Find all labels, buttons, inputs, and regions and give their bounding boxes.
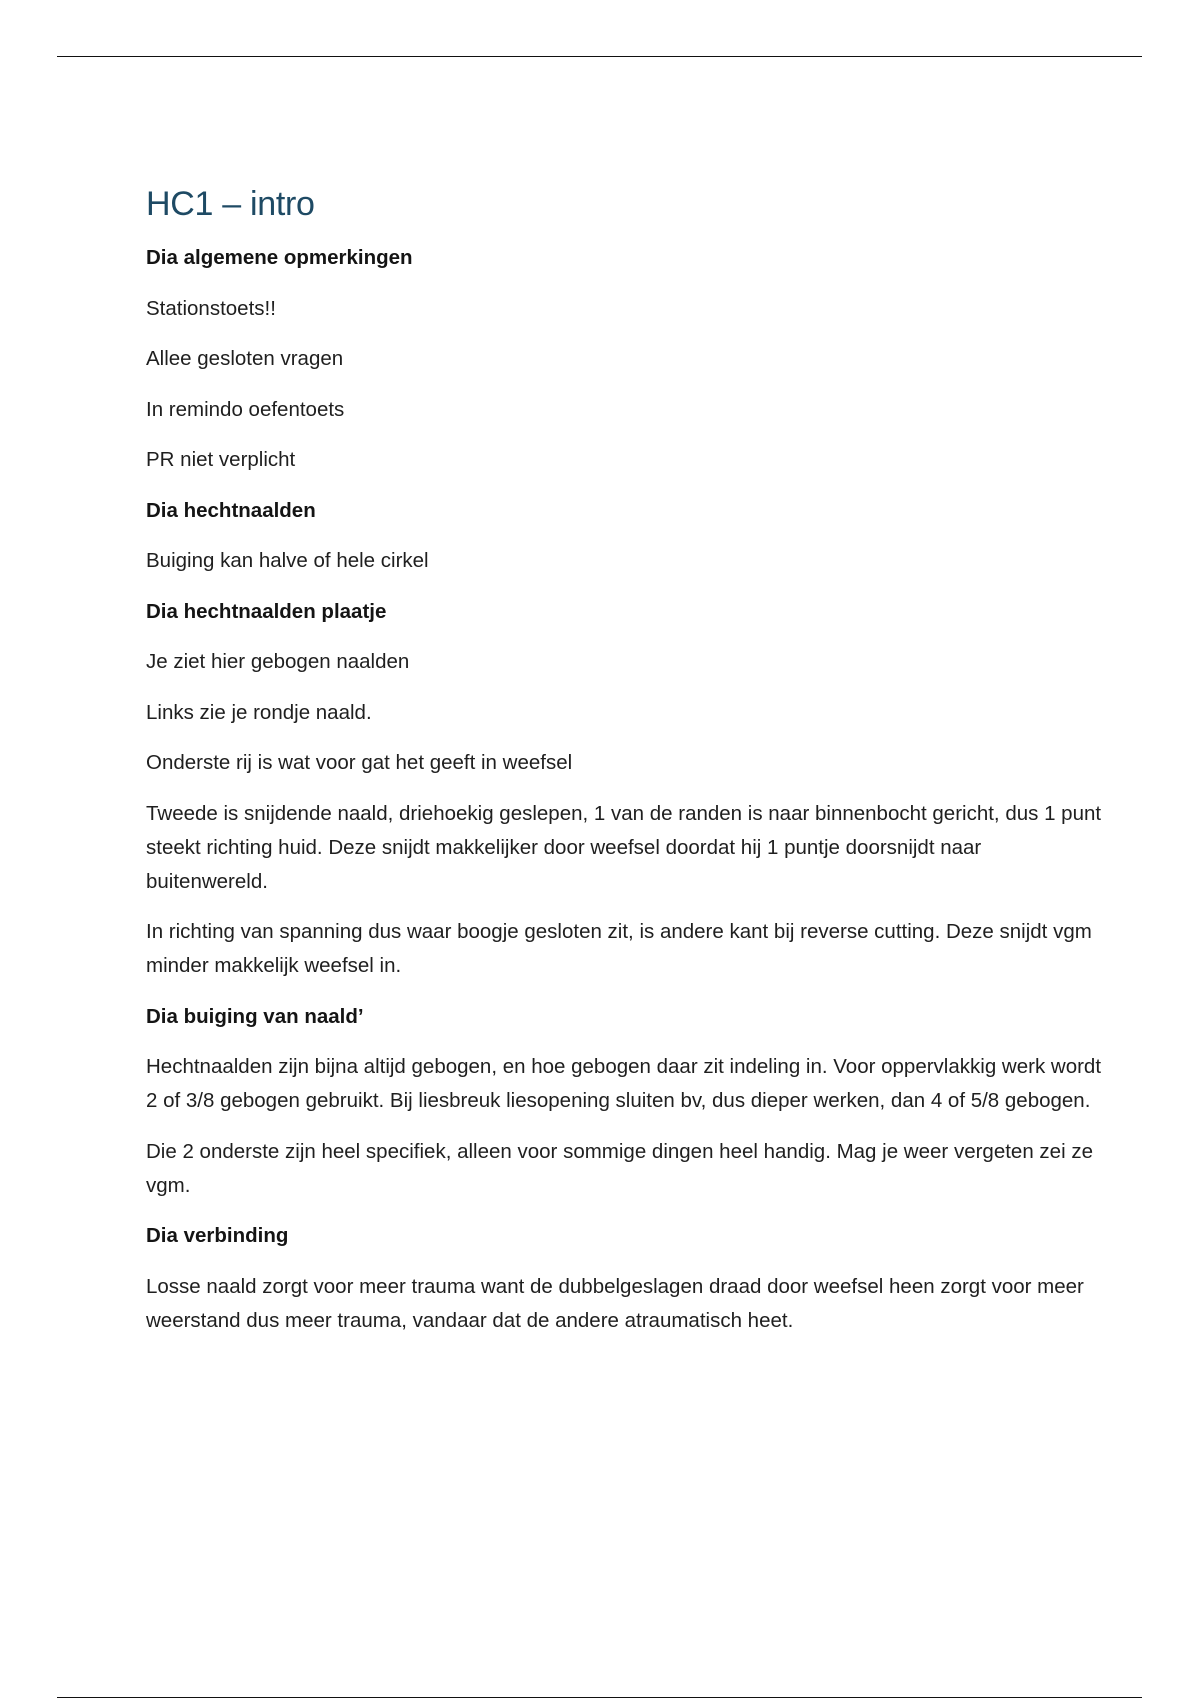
paragraph: Tweede is snijdende naald, driehoekig geslepen, 1 van de randen is naar binnenbocht gericht, dus 1 punt steekt richting huid. Deze snijdt makkelijker door weefsel doordat hij 1 puntje doorsnijdt naar buitenwereld.	[146, 801, 1102, 893]
paragraph: In richting van spanning dus waar boogje gesloten zit, is andere kant bij reverse cutting. Deze snijdt vgm minder makkelijk weefsel in.	[146, 920, 1092, 977]
paragraph: PR niet verplicht	[146, 448, 296, 471]
paragraph: Buiging kan halve of hele cirkel	[146, 549, 429, 572]
header-rule	[57, 56, 1142, 57]
section-heading: Dia hechtnaalden	[146, 498, 316, 522]
section-heading: Dia buiging van naald’	[146, 1004, 364, 1028]
document-body	[146, 182, 1106, 1354]
paragraph: Je ziet hier gebogen naalden	[146, 650, 410, 673]
paragraph: Losse naald zorgt voor meer trauma want de dubbelgeslagen draad door weefsel heen zorgt voor meer weerstand dus meer trauma, vandaar dat de andere atraumatisch heet.	[146, 1274, 1084, 1332]
section-heading: Dia hechtnaalden plaatje	[146, 599, 387, 623]
section-heading: Dia algemene opmerkingen	[146, 246, 413, 269]
paragraph: Hechtnaalden zijn bijna altijd gebogen, en hoe gebogen daar zit indeling in. Voor oppervlakkig werk wordt 2 of 3/8 gebogen gebruikt. Bij liesbreuk liesopening sluiten bv, dus dieper werken, dan 4 of 5/8 gebogen.	[146, 1055, 1102, 1112]
paragraph: Links zie je rondje naald.	[146, 700, 372, 724]
document-title: HC1 – intro	[146, 185, 315, 223]
paragraph: In remindo oefentoets	[146, 397, 345, 421]
paragraph: Onderste rij is wat voor gat het geeft in weefsel	[146, 751, 573, 774]
paragraph: Allee gesloten vragen	[146, 347, 344, 370]
paragraph: Stationstoets!!	[146, 296, 276, 320]
section-heading: Dia verbinding	[146, 1224, 289, 1247]
paragraph: Die 2 onderste zijn heel specifiek, alleen voor sommige dingen heel handig. Mag je weer vergeten zei ze vgm.	[146, 1139, 1093, 1197]
footer-rule	[57, 1697, 1142, 1698]
